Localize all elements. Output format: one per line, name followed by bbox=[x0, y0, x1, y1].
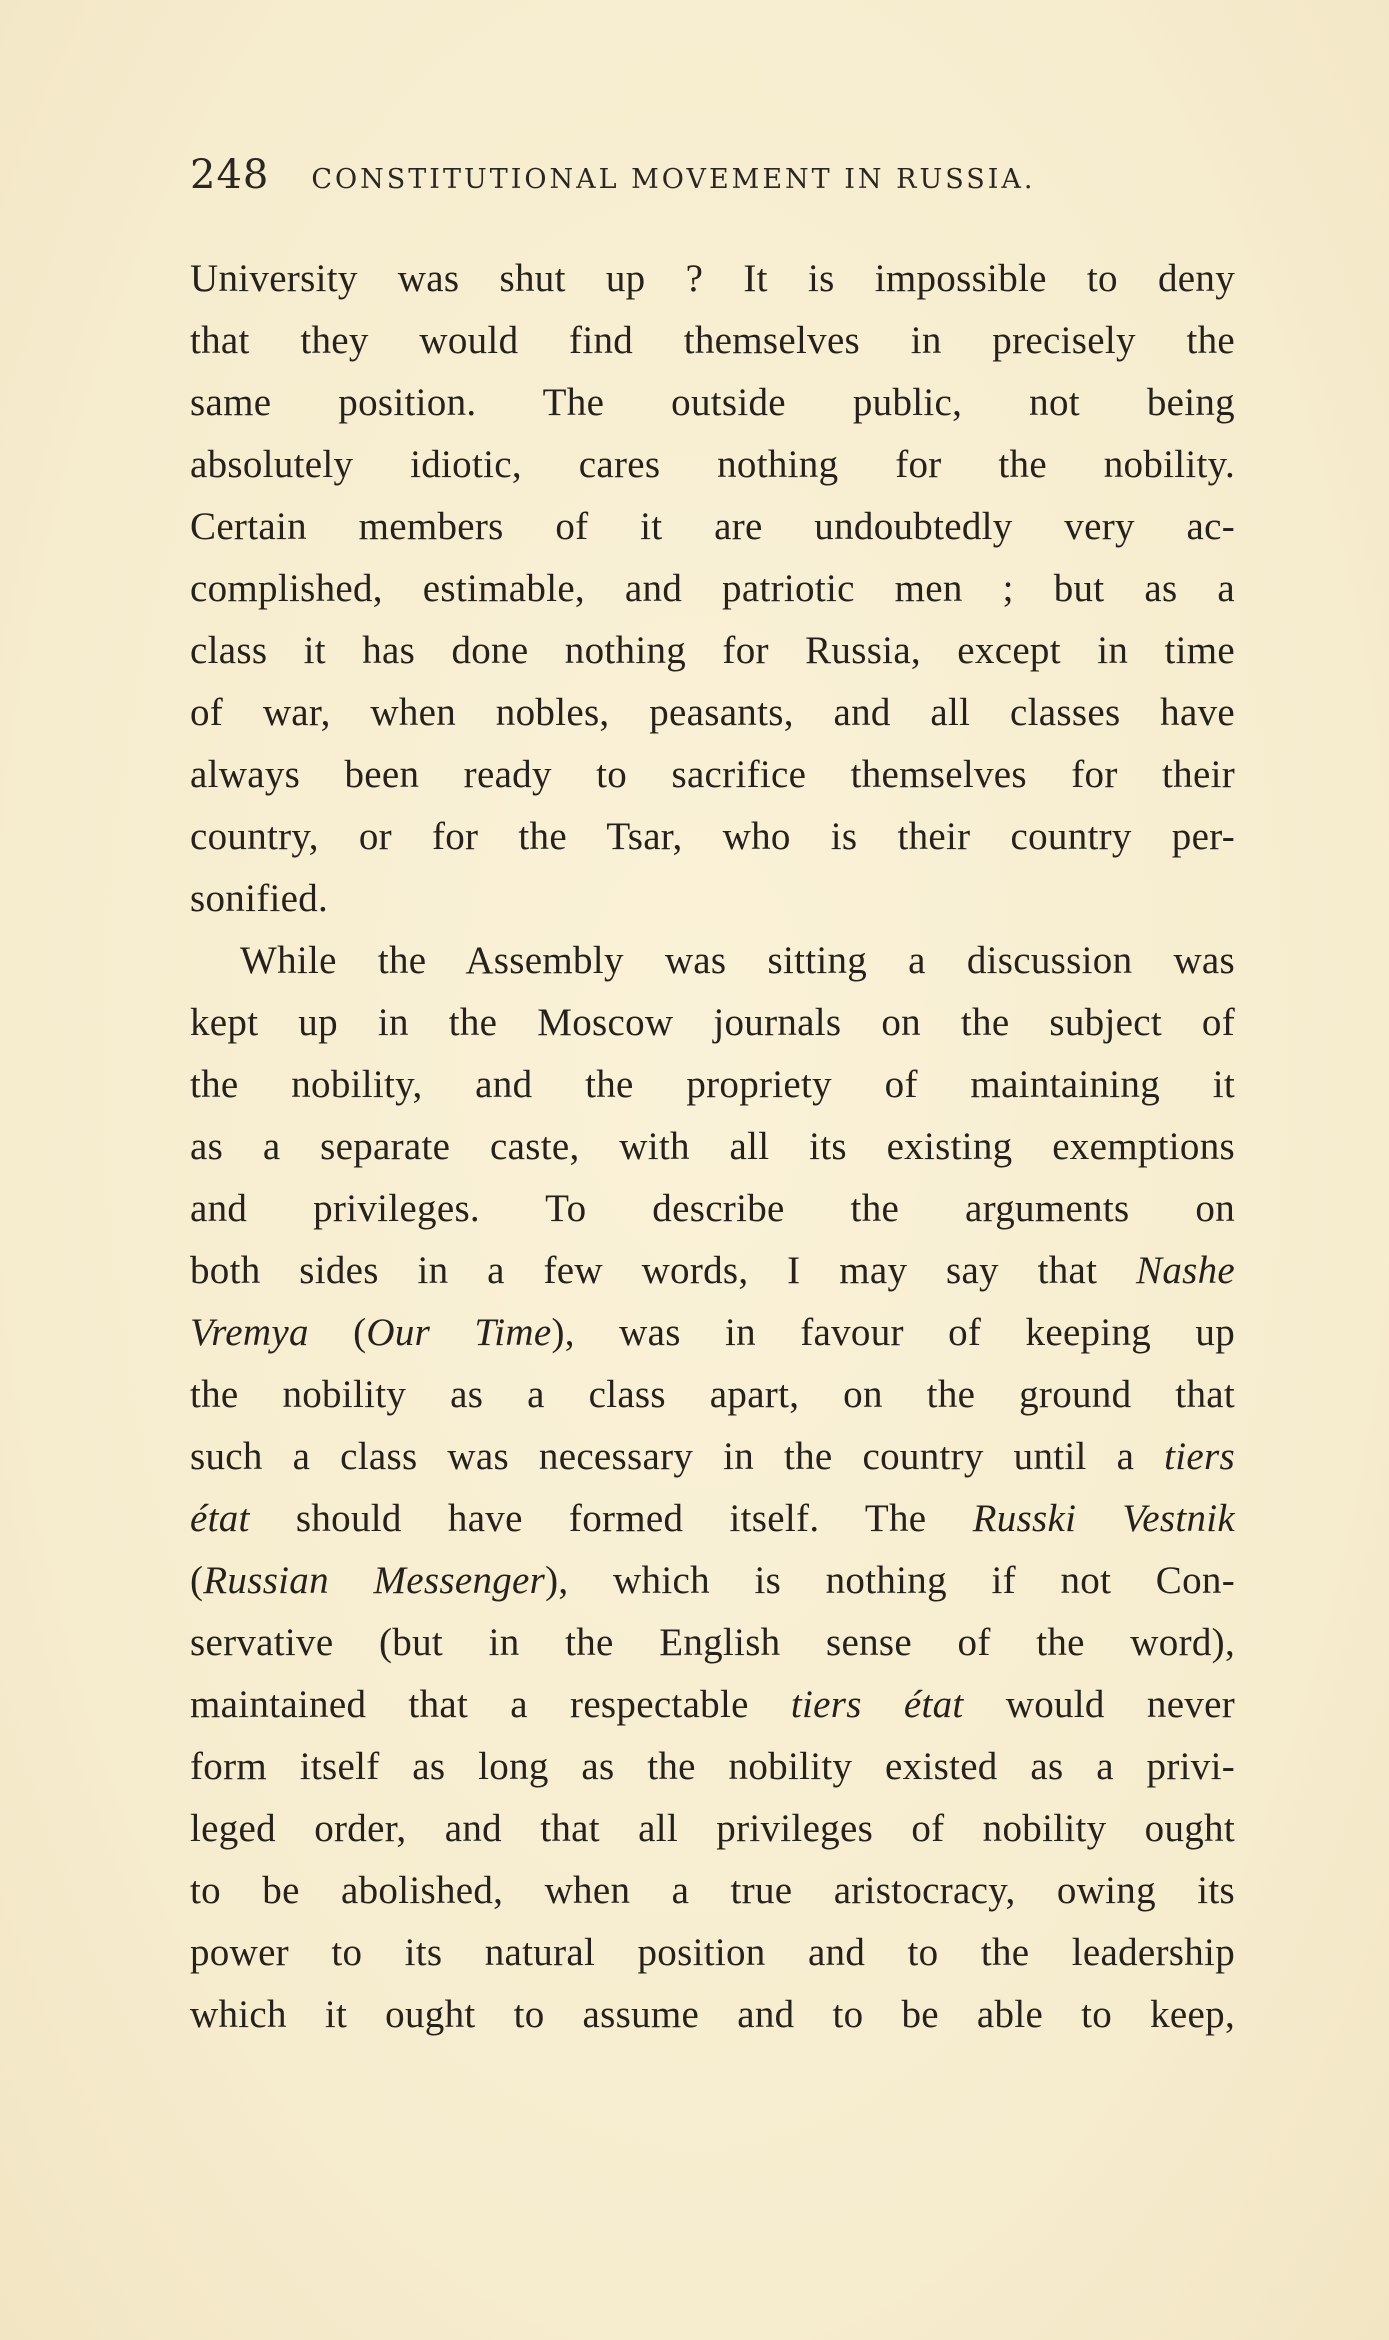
text-segment: country, or for the Tsar, who is their country per- bbox=[190, 815, 1235, 858]
text-segment: sonified. bbox=[190, 877, 329, 920]
text-segment: form itself as long as the nobility existed as a privi- bbox=[190, 1745, 1235, 1788]
text-segment: should have formed itself. The bbox=[249, 1497, 973, 1540]
text-line bbox=[190, 930, 1235, 992]
text-line bbox=[190, 868, 1235, 930]
text-line bbox=[190, 248, 1235, 310]
text-line bbox=[190, 434, 1235, 496]
text-segment: the nobility as a class apart, on the ground that bbox=[190, 1373, 1235, 1416]
text-line bbox=[190, 1426, 1235, 1488]
text-segment: absolutely idiotic, cares nothing for the nobility. bbox=[190, 443, 1235, 486]
text-line bbox=[190, 1302, 1235, 1364]
body-text bbox=[190, 248, 1235, 2046]
text-segment: would never bbox=[963, 1683, 1235, 1726]
italic-text: Russian Messenger bbox=[203, 1559, 546, 1602]
text-line bbox=[190, 744, 1235, 806]
page-number: 248 bbox=[190, 152, 270, 198]
text-segment: that they would find themselves in precisely the bbox=[190, 319, 1235, 362]
text-line bbox=[190, 1984, 1235, 2046]
text-segment: University was shut up ? It is impossible to deny bbox=[190, 257, 1235, 300]
text-line bbox=[190, 1612, 1235, 1674]
text-segment: Certain members of it are undoubtedly very ac- bbox=[190, 505, 1235, 548]
italic-text: Our Time bbox=[366, 1311, 552, 1354]
text-segment: While the Assembly was sitting a discussion was bbox=[240, 939, 1235, 982]
text-segment: leged order, and that all privileges of nobility ought bbox=[190, 1807, 1235, 1850]
text-line bbox=[190, 1488, 1235, 1550]
text-segment: which it ought to assume and to be able to keep, bbox=[190, 1993, 1235, 2036]
page-header bbox=[190, 152, 1240, 198]
text-line bbox=[190, 496, 1235, 558]
text-segment: servative (but in the English sense of the word), bbox=[190, 1621, 1235, 1664]
text-line bbox=[190, 1550, 1235, 1612]
text-line bbox=[190, 1860, 1235, 1922]
text-segment: always been ready to sacrifice themselves for their bbox=[190, 753, 1235, 796]
italic-text: tiers état bbox=[790, 1683, 964, 1726]
text-line bbox=[190, 806, 1235, 868]
text-segment: same position. The outside public, not being bbox=[190, 381, 1235, 424]
text-segment: class it has done nothing for Russia, except in time bbox=[190, 629, 1235, 672]
text-segment: as a separate caste, with all its existing exemptions bbox=[190, 1125, 1235, 1168]
text-line bbox=[190, 1674, 1235, 1736]
text-segment: such a class was necessary in the country until a bbox=[190, 1435, 1165, 1478]
text-segment: ), was in favour of keeping up bbox=[551, 1311, 1236, 1354]
text-line bbox=[190, 1116, 1235, 1178]
text-line bbox=[190, 1240, 1235, 1302]
text-line bbox=[190, 1054, 1235, 1116]
text-segment: kept up in the Moscow journals on the subject of bbox=[190, 1001, 1235, 1044]
italic-text: tiers bbox=[1164, 1435, 1235, 1478]
text-segment: ), which is nothing if not Con- bbox=[545, 1559, 1235, 1602]
running-head: CONSTITUTIONAL MOVEMENT IN RUSSIA. bbox=[311, 164, 1036, 195]
text-segment: the nobility, and the propriety of maintaining it bbox=[190, 1063, 1235, 1106]
text-line bbox=[190, 310, 1235, 372]
italic-text: Vremya bbox=[190, 1311, 309, 1354]
text-line bbox=[190, 1798, 1235, 1860]
text-line bbox=[190, 992, 1235, 1054]
italic-text: état bbox=[190, 1497, 250, 1540]
text-line bbox=[190, 1736, 1235, 1798]
text-segment: maintained that a respectable bbox=[190, 1683, 791, 1726]
text-segment: ( bbox=[190, 1559, 204, 1602]
text-line bbox=[190, 620, 1235, 682]
text-line bbox=[190, 1922, 1235, 1984]
text-segment: complished, estimable, and patriotic men ; but as a bbox=[190, 567, 1235, 610]
text-line bbox=[190, 372, 1235, 434]
text-segment: both sides in a few words, I may say that bbox=[190, 1249, 1136, 1292]
text-segment: of war, when nobles, peasants, and all classes have bbox=[190, 691, 1235, 734]
text-line bbox=[190, 1364, 1235, 1426]
text-segment: power to its natural position and to the leadership bbox=[190, 1931, 1235, 1974]
text-segment: ( bbox=[308, 1311, 367, 1354]
text-line bbox=[190, 558, 1235, 620]
text-line bbox=[190, 1178, 1235, 1240]
text-segment: to be abolished, when a true aristocracy, owing its bbox=[190, 1869, 1235, 1912]
text-line bbox=[190, 682, 1235, 744]
italic-text: Nashe bbox=[1136, 1249, 1235, 1292]
text-segment: and privileges. To describe the arguments on bbox=[190, 1187, 1235, 1230]
italic-text: Russki Vestnik bbox=[972, 1497, 1235, 1540]
